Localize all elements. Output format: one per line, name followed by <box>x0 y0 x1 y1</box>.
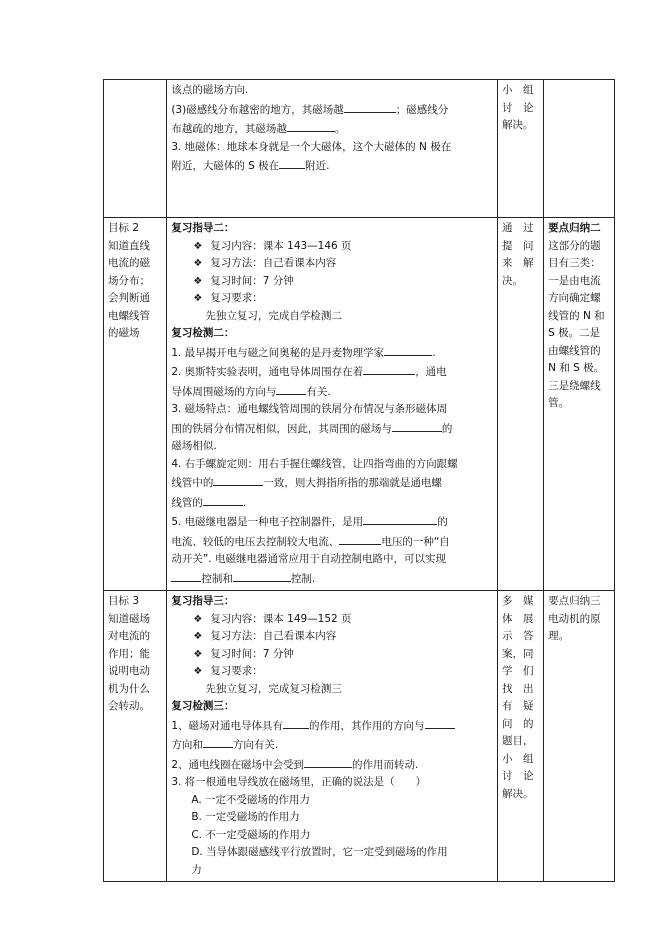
method-cell: 小 组 讨 论 解决。 <box>497 80 543 218</box>
guide-title: 复习指导三： <box>171 595 235 607</box>
check-title: 复习检测二： <box>171 327 235 339</box>
table-row <box>104 80 615 218</box>
content-cell: 复习指导二： ❖ 复习内容：课本 143—146 页 ❖ 复习方法：自己看课本内容 ❖ 复习时间：7 分钟 ❖ 复习要求： 先独立复习，完成自学检测二 复习检测二： 1. 最早揭开电与磁之间奥秘的是丹麦物理学家 . 2. 奥斯特实验表明，通电导体周围存在着 ，通电 导体周围磁场的方向与 有关. 3. 磁场特点：通电螺线管周围的铁屑分布情况与条形磁体周 围的铁屑分布情况相似，因此，其周围的磁场与 的 磁场相似. 4. 右手螺旋定则：用右手握住螺线管，让四指弯曲的方向跟螺 线管中的 一致，则大拇指所指的那端就是通电螺 线管的 . 5. 电磁继电器是一种电子控制器件，是用 的 电流、较低的电压去控制较大电流、 电压的一种“自 动开关”. 电磁继电器通常应用于自动控制电路中，可以实现 控制和 控制. <box>167 218 498 591</box>
answer-blank <box>392 419 442 432</box>
method-cell: 多 媒 体 展 示 答 案，同 学 们 找 出 有 疑 问 的 题目， 小 组 讨 论 解决。 <box>497 591 543 882</box>
table-row <box>104 591 615 882</box>
answer-blank <box>344 100 396 113</box>
answer-blank <box>203 735 233 748</box>
answer-blank <box>203 493 243 506</box>
summary-title: 要点归纳二 <box>548 222 601 234</box>
goal-cell: 目标 2 知道直线 电流的磁 场分布； 会判断通 电螺线管 的磁场 <box>104 218 167 591</box>
answer-blank <box>425 716 455 729</box>
goal-cell <box>104 80 167 218</box>
answer-blank <box>279 156 305 169</box>
summary-cell: 要点归纳二 这部分的题 目有三类： 一是由电流 方向确定螺 线管的 N 和 S 极。二是 由螺线管的 N 和 S 极。 三是绕螺线 管。 <box>544 218 615 591</box>
answer-blank <box>287 119 335 132</box>
method-cell: 通 过 提 问 来 解 决。 <box>497 218 543 591</box>
content-cell: 该点的磁场方向. (3)磁感线分布越密的地方，其磁场越 ；磁感线分 布越疏的地方，其磁场越 。 3. 地磁体：地球本身就是一个大磁体，这个大磁体的 N 极在 附近，大磁体的 S 极在 附近. <box>167 80 498 218</box>
answer-blank <box>213 473 263 486</box>
answer-blank <box>283 716 309 729</box>
answer-blank <box>304 755 352 768</box>
guide-title: 复习指导二： <box>171 222 235 234</box>
answer-blank <box>363 362 415 375</box>
answer-blank <box>339 532 381 545</box>
summary-cell: 要点归纳三 电动机的原理。 <box>544 591 615 882</box>
content-cell: 复习指导三： ❖ 复习内容：课本 149—152 页 ❖ 复习方法：自己看课本内容 ❖ 复习时间：7 分钟 ❖ 复习要求： 先独立复习，完成复习检测三 复习检测三： 1、磁场对通电导体具有 的作用，其作用的方向与 方向和 方向有关. 2、通电线圈在磁场中会受到 的作用而转动. 3. 将一根通电导线放在磁场里，正确的说法是（ ） A. 一定不受磁场的作用力 B. 一定受磁场的作用力 C. 不一定受磁场的作用力 D. 当导体跟磁感线平行放置时，它一定受到磁场的作用 力 <box>167 591 498 882</box>
answer-blank <box>384 343 432 356</box>
answer-blank <box>233 569 291 582</box>
table-row <box>104 218 615 591</box>
lesson-table <box>103 79 615 882</box>
answer-blank <box>276 382 306 395</box>
answer-blank <box>363 512 437 525</box>
check-title: 复习检测三： <box>171 700 235 712</box>
goal-cell: 目标 3 知道磁场 对电流的 作用；能 说明电动 机为什么 会转动。 <box>104 591 167 882</box>
answer-blank <box>171 569 201 582</box>
summary-cell <box>544 80 615 218</box>
